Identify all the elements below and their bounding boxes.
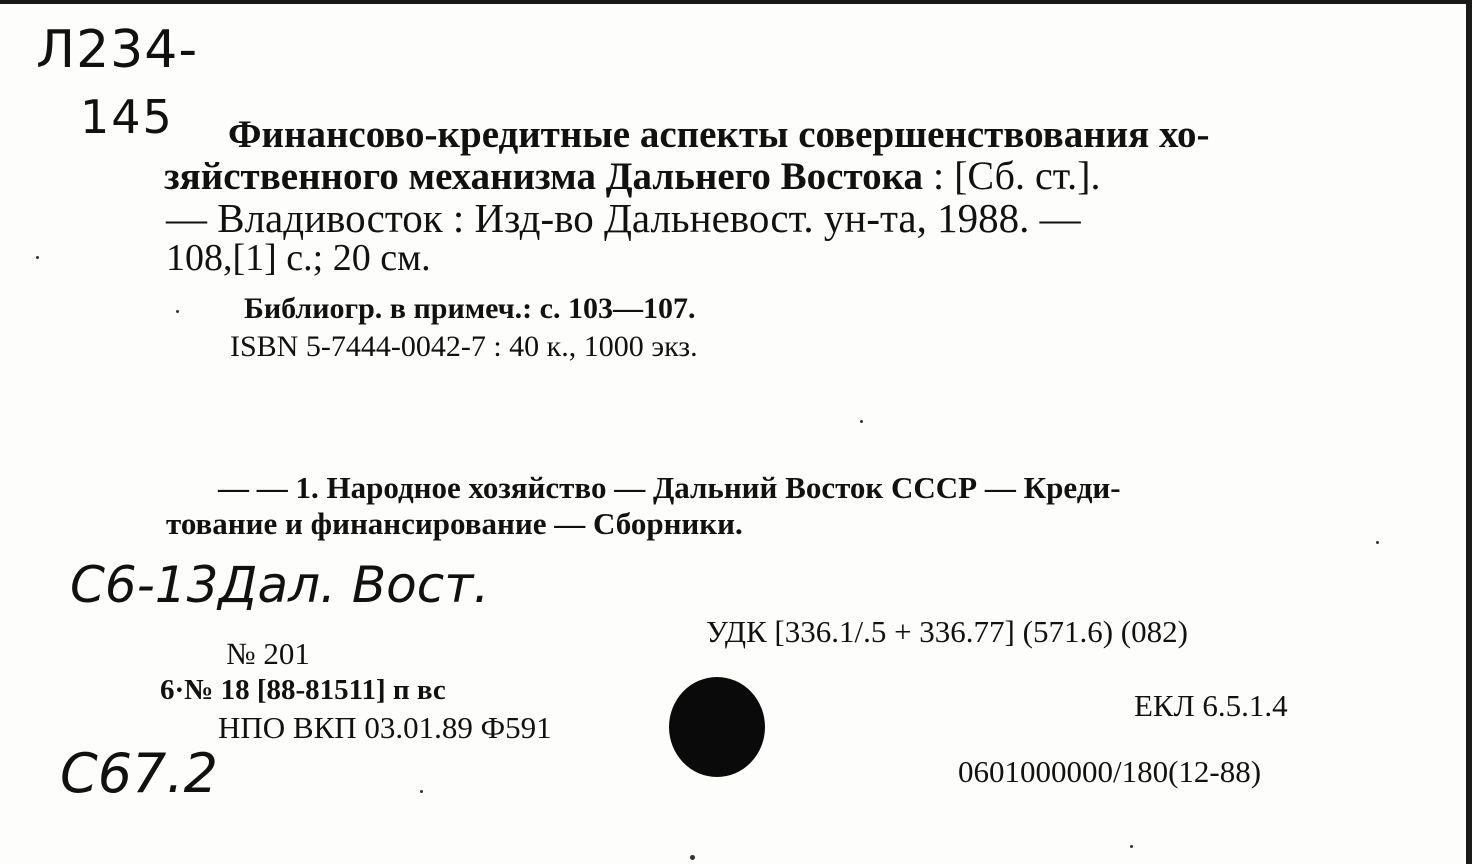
card-edge-top — [0, 0, 1472, 4]
shelf-mark-line1: Л234- — [36, 20, 199, 80]
subject-line2: тование и финансирование — Сборники. — [166, 506, 743, 541]
collection-note: С6-13Дал. Вост. — [70, 556, 490, 614]
code-line: 0601000000/180(12-88) — [958, 754, 1262, 789]
dust-speck — [1130, 845, 1133, 848]
npo-line: НПО ВКП 03.01.89 Ф591 — [218, 710, 552, 745]
punch-hole — [669, 677, 765, 777]
subject-line1: — — 1. Народное хозяйство — Дальний Восток СССР — Креди- — [218, 470, 1121, 505]
extent-line: 108,[1] с.; 20 см. — [166, 237, 431, 279]
classification-mark: С67.2 — [60, 742, 218, 805]
title-line2-rest: : [Сб. ст.]. — [923, 153, 1101, 198]
dust-speck — [176, 310, 179, 313]
card-edge-right — [1466, 0, 1472, 864]
bibliography-note: Библиогр. в примеч.: с. 103—107. — [244, 292, 696, 325]
dust-speck — [420, 790, 423, 793]
title-line1: Финансово-кредитные аспекты совершенствования хо- — [228, 113, 1210, 156]
order-line: 6·№ 18 [88-81511] п вс — [160, 674, 446, 706]
shelf-mark-line2: 145 — [80, 90, 174, 144]
card-number: № 201 — [226, 636, 310, 671]
imprint-line: — Владивосток : Изд-во Дальневост. ун-та, 1988. — — [166, 195, 1081, 241]
dust-speck — [860, 420, 863, 423]
isbn-line: ISBN 5-7444-0042-7 : 40 к., 1000 экз. — [230, 330, 698, 363]
udk-line: УДК [336.1/.5 + 336.77] (571.6) (082) — [706, 614, 1188, 649]
ekl-line: ЕКЛ 6.5.1.4 — [1134, 688, 1288, 723]
title-line2 — [164, 152, 1101, 199]
dust-speck — [1376, 541, 1379, 544]
dust-speck — [36, 256, 39, 259]
title-line2-bold: зяйственного механизма Дальнего Востока — [164, 155, 923, 198]
dust-speck — [690, 855, 695, 860]
